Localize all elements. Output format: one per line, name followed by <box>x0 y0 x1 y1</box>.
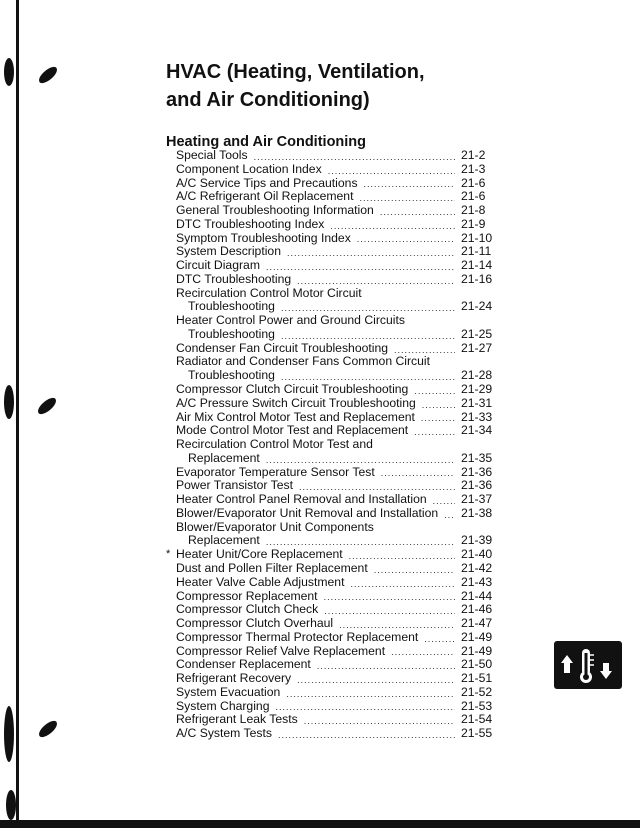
toc-entry-label: Recirculation Control Motor Test and <box>176 437 373 452</box>
title-line-2: and Air Conditioning) <box>166 89 370 111</box>
dot-leader <box>422 400 455 411</box>
toc-entry-page: 21-49 <box>461 643 493 658</box>
toc-entry-page: 21-50 <box>461 657 493 672</box>
toc-entry[interactable] <box>176 423 493 438</box>
toc-entry-page: 21-52 <box>461 684 493 699</box>
toc-entry-page: 21-28 <box>461 368 493 383</box>
toc-entry-label: Circuit Diagram <box>176 258 260 273</box>
toc-entry[interactable] <box>176 244 492 259</box>
toc-entry[interactable] <box>176 657 493 672</box>
toc-entry-label: Troubleshooting <box>188 326 275 341</box>
toc-entry-page: 21-37 <box>461 492 493 507</box>
page-title <box>166 58 425 114</box>
toc-entry[interactable] <box>176 230 493 246</box>
dot-leader <box>350 579 455 590</box>
toc-entry[interactable] <box>176 438 489 452</box>
toc-entry[interactable] <box>176 326 493 342</box>
dot-leader <box>324 606 455 617</box>
toc-entry-label: Compressor Clutch Circuit Troubleshooting <box>176 382 409 397</box>
toc-entry-page: 21-49 <box>461 629 493 644</box>
dot-leader <box>266 455 455 466</box>
dot-leader <box>391 647 455 658</box>
toc-entry[interactable] <box>176 163 489 177</box>
dot-leader <box>444 510 455 521</box>
toc-entry-page: 21-44 <box>461 588 493 603</box>
toc-entry-label: Blower/Evaporator Unit Removal and Installation <box>176 505 439 520</box>
toc-entry[interactable] <box>176 271 493 287</box>
toc-entry-label: Refrigerant Recovery <box>176 671 292 686</box>
toc-entry-label: Troubleshooting <box>188 368 275 383</box>
toc-entry[interactable] <box>176 368 493 383</box>
toc-entry-page: 21-8 <box>461 203 486 218</box>
toc-entry[interactable] <box>176 149 489 163</box>
toc-entry[interactable] <box>176 574 493 590</box>
dot-leader <box>286 689 455 700</box>
toc-entry[interactable] <box>176 190 489 204</box>
binding-mark <box>36 719 60 740</box>
toc-entry[interactable] <box>176 492 493 507</box>
toc-entry-page: 21-46 <box>461 602 493 617</box>
toc-entry-label: Component Location Index <box>176 161 322 176</box>
toc-entry-page: 21-3 <box>461 161 486 176</box>
toc-entry-page: 21-27 <box>461 340 493 355</box>
toc-entry-label: Power Transistor Test <box>176 478 293 493</box>
toc-entry[interactable] <box>176 643 493 659</box>
toc-entry[interactable] <box>176 382 493 397</box>
dot-leader <box>304 716 455 727</box>
toc-entry-label: Refrigerant Leak Tests <box>176 712 298 727</box>
binding-hole-mark <box>4 385 14 419</box>
toc-entry[interactable] <box>176 355 489 369</box>
dot-leader <box>275 702 455 713</box>
toc-entry-page: 21-16 <box>461 271 493 286</box>
dot-leader <box>380 207 455 218</box>
toc-entry[interactable] <box>166 547 493 562</box>
toc-entry-label: Replacement <box>188 533 260 548</box>
toc-entry-label: Replacement <box>188 450 260 465</box>
toc-entry-label: Blower/Evaporator Unit Components <box>176 519 374 534</box>
dot-leader <box>424 634 455 645</box>
toc-entry-page: 21-40 <box>461 547 493 562</box>
toc-entry-page: 21-42 <box>461 560 493 575</box>
binding-hole-mark <box>4 706 14 762</box>
dot-leader <box>381 468 455 479</box>
toc-entry[interactable] <box>176 588 493 604</box>
toc-entry-page: 21-25 <box>461 326 493 341</box>
toc-entry-label: A/C Refrigerant Oil Replacement <box>176 189 354 204</box>
toc-entry-label: A/C System Tests <box>176 726 272 741</box>
toc-entry-page: 21-34 <box>461 423 493 438</box>
toc-entry-page: 21-39 <box>461 533 493 548</box>
toc-entry-page: 21-35 <box>461 450 493 465</box>
toc-entry-label: A/C Pressure Switch Circuit Troubleshooting <box>176 395 416 410</box>
toc-entry-label: Compressor Relief Valve Replacement <box>176 643 386 658</box>
toc-entry-label: Dust and Pollen Filter Replacement <box>176 560 368 575</box>
toc-entry[interactable] <box>176 478 493 493</box>
toc-entry[interactable] <box>176 521 489 535</box>
toc-entry-page: 21-38 <box>461 505 493 520</box>
binding-hole-mark <box>6 790 16 820</box>
dot-leader <box>324 592 455 603</box>
toc-entry-page: 21-24 <box>461 299 493 314</box>
toc-entry[interactable] <box>176 712 493 727</box>
table-of-contents <box>166 148 493 741</box>
toc-entry-page: 21-14 <box>461 258 493 273</box>
dot-leader <box>266 262 455 273</box>
toc-entry[interactable] <box>176 258 493 273</box>
toc-entry[interactable] <box>176 505 493 521</box>
toc-entry-label: Evaporator Temperature Sensor Test <box>176 464 375 479</box>
binding-spine <box>16 0 19 828</box>
dot-leader <box>421 413 455 424</box>
toc-entry-label: DTC Troubleshooting <box>176 271 292 286</box>
dot-leader <box>414 427 455 438</box>
toc-entry-page: 21-53 <box>461 698 493 713</box>
toc-entry-label: Compressor Clutch Check <box>176 602 319 617</box>
toc-entry[interactable] <box>176 698 493 714</box>
toc-entry-page: 21-6 <box>461 189 486 204</box>
toc-entry-label: Special Tools <box>176 148 248 162</box>
toc-entry-label: Condenser Fan Circuit Troubleshooting <box>176 340 389 355</box>
section-tab[interactable] <box>554 641 622 689</box>
toc-entry[interactable] <box>176 409 493 425</box>
toc-entry-label: Compressor Replacement <box>176 588 318 603</box>
toc-entry[interactable] <box>176 684 493 700</box>
toc-entry[interactable] <box>176 177 489 191</box>
dot-leader <box>374 565 455 576</box>
toc-entry[interactable] <box>176 671 493 686</box>
toc-entry[interactable] <box>176 450 493 466</box>
toc-entry-label: System Charging <box>176 698 270 713</box>
toc-entry-label: Air Mix Control Motor Test and Replacement <box>176 409 415 424</box>
toc-entry[interactable] <box>176 464 493 480</box>
toc-entry-page: 21-33 <box>461 409 493 424</box>
toc-entry[interactable] <box>176 218 489 232</box>
binding-mark <box>35 396 59 417</box>
dot-leader <box>328 166 455 177</box>
toc-entry-page: 21-36 <box>461 478 493 493</box>
toc-entry-label: A/C Service Tips and Precautions <box>176 175 358 190</box>
toc-entry[interactable] <box>176 602 493 617</box>
toc-entry-label: Compressor Clutch Overhaul <box>176 616 334 631</box>
toc-entry[interactable] <box>176 533 493 548</box>
binding-mark <box>36 65 60 86</box>
toc-entry[interactable] <box>176 616 493 631</box>
toc-entry-page: 21-43 <box>461 574 493 589</box>
title-line-1: HVAC (Heating, Ventilation, <box>166 61 425 83</box>
toc-entry-page: 21-47 <box>461 616 493 631</box>
thermometer-arrows-icon <box>554 641 622 689</box>
page-bottom-edge <box>0 820 640 828</box>
toc-entry-label: Compressor Thermal Protector Replacement <box>176 629 419 644</box>
toc-entry-page: 21-36 <box>461 464 493 479</box>
toc-entry-label: Symptom Troubleshooting Index <box>176 230 351 245</box>
toc-entry[interactable] <box>176 560 493 576</box>
toc-entry-label: System Evacuation <box>176 684 281 699</box>
dot-leader <box>297 675 455 686</box>
toc-entry-page: 21-9 <box>461 216 486 231</box>
toc-entry-label: System Description <box>176 244 281 259</box>
new-content-marker: * <box>166 548 171 561</box>
toc-entry-page: 21-51 <box>461 671 493 686</box>
toc-entry-label: Recirculation Control Motor Circuit <box>176 285 362 300</box>
toc-entry-label: Heater Unit/Core Replacement <box>176 547 343 562</box>
toc-entry[interactable] <box>176 726 493 741</box>
toc-entry-page: 21-31 <box>461 395 493 410</box>
toc-entry[interactable] <box>176 287 489 301</box>
dot-leader <box>278 730 455 741</box>
toc-entry[interactable] <box>176 314 489 328</box>
toc-entry[interactable] <box>176 340 493 356</box>
dot-leader <box>414 386 455 397</box>
toc-entry-label: Radiator and Condenser Fans Common Circuit <box>176 354 431 369</box>
toc-entry-page: 21-55 <box>461 726 493 741</box>
dot-leader <box>317 661 455 672</box>
toc-entry[interactable] <box>176 204 489 218</box>
toc-entry-page: 21-54 <box>461 712 493 727</box>
toc-entry-label: Troubleshooting <box>188 299 275 314</box>
toc-entry-label: Heater Valve Cable Adjustment <box>176 574 345 589</box>
dot-leader <box>364 179 455 190</box>
toc-entry-page: 21-6 <box>461 175 486 190</box>
toc-entry[interactable] <box>176 395 493 411</box>
dot-leader <box>357 234 455 245</box>
toc-entry-label: Heater Control Power and Ground Circuits <box>176 313 405 328</box>
toc-entry[interactable] <box>176 299 493 314</box>
toc-entry-page: 21-2 <box>461 148 486 162</box>
toc-entry-page: 21-29 <box>461 382 493 397</box>
dot-leader <box>330 221 455 232</box>
toc-entry-label: General Troubleshooting Information <box>176 203 374 218</box>
toc-entry-page: 21-10 <box>461 230 493 245</box>
dot-leader <box>287 248 455 259</box>
toc-entry-page: 21-11 <box>461 244 492 259</box>
toc-entry-label: Condenser Replacement <box>176 657 311 672</box>
section-heading: Heating and Air Conditioning <box>166 134 367 150</box>
binding-hole-mark <box>4 58 14 86</box>
toc-entry-label: Heater Control Panel Removal and Installation <box>176 492 427 507</box>
toc-entry[interactable] <box>176 629 493 645</box>
toc-entry-label: Mode Control Motor Test and Replacement <box>176 423 409 438</box>
toc-entry-label: DTC Troubleshooting Index <box>176 216 325 231</box>
